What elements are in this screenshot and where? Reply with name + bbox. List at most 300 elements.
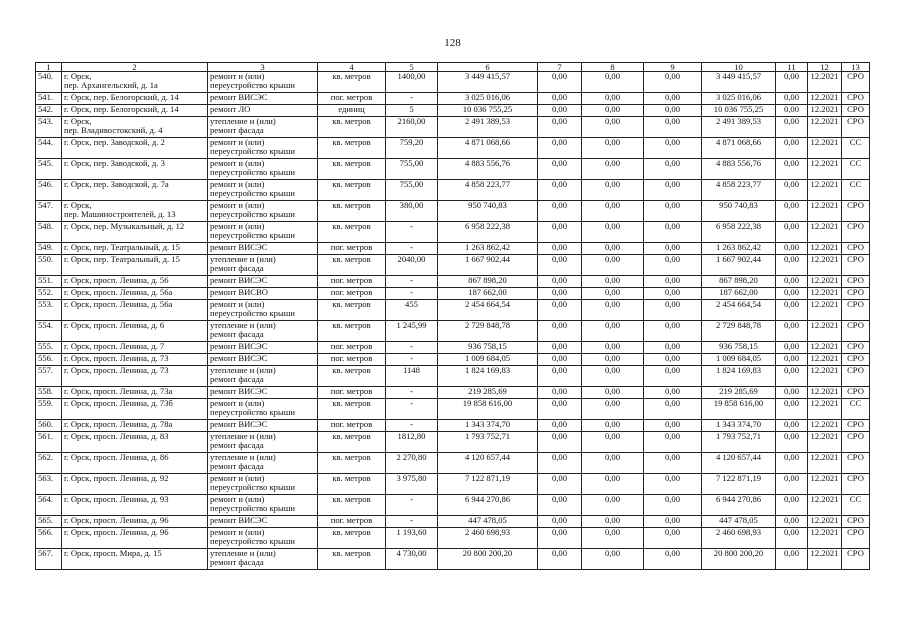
work-type-cell-line: ремонт ЛО [210,104,251,114]
total-cost-cell: 936 758,15 [438,342,538,354]
col9-cell: 0,00 [644,288,702,300]
table-row [36,243,870,255]
col9-cell: 0,00 [644,516,702,528]
address-cell [62,288,208,300]
unit-cell: кв. метров [318,495,386,516]
col10-cell: 1 343 374,70 [702,420,776,432]
col10-cell: 187 662,00 [702,288,776,300]
col11-cell: 0,00 [776,321,808,342]
work-type-cell-line: ремонт и (или) [210,494,265,504]
work-type-cell-line: ремонт фасада [210,374,264,384]
col7-cell: 0,00 [538,222,582,243]
address-cell-line: г. Орск, пер. Белогорский, д. 14 [64,104,179,114]
total-cost-cell: 20 800 200,20 [438,549,538,570]
table-row [36,516,870,528]
col10-cell: 6 944 270,86 [702,495,776,516]
address-cell [62,255,208,276]
unit-cell: кв. метров [318,300,386,321]
table-body [36,72,870,570]
col7-cell: 0,00 [538,288,582,300]
col8-cell: 0,00 [582,159,644,180]
row-index: 565. [36,516,62,528]
col9-cell: 0,00 [644,495,702,516]
work-type-cell [208,432,318,453]
col8-cell: 0,00 [582,255,644,276]
table-row [36,420,870,432]
total-cost-cell: 447 478,05 [438,516,538,528]
work-type-cell-line: переустройство крыши [210,209,295,219]
row-index: 562. [36,453,62,474]
work-type-cell [208,105,318,117]
type-cell: СРО [842,474,870,495]
col10-cell: 4 858 223,77 [702,180,776,201]
unit-cell: кв. метров [318,432,386,453]
work-type-cell-line: переустройство крыши [210,80,295,90]
col10-cell: 20 800 200,20 [702,549,776,570]
quantity-cell: - [386,399,438,420]
col7-cell: 0,00 [538,399,582,420]
total-cost-cell: 3 025 016,06 [438,93,538,105]
col9-cell: 0,00 [644,420,702,432]
work-type-cell [208,528,318,549]
unit-cell: кв. метров [318,201,386,222]
unit-cell: пог. метров [318,243,386,255]
work-type-cell-line: переустройство крыши [210,536,295,546]
total-cost-cell: 4 883 556,76 [438,159,538,180]
col10-cell: 1 824 169,83 [702,366,776,387]
unit-cell: пог. метров [318,420,386,432]
table-row [36,105,870,117]
unit-cell: пог. метров [318,93,386,105]
type-cell: СРО [842,354,870,366]
date-cell: 12.2021 [808,420,842,432]
total-cost-cell: 6 958 222,38 [438,222,538,243]
work-type-cell-line: ремонт фасада [210,461,264,471]
total-cost-cell: 4 120 657,44 [438,453,538,474]
col10-cell: 1 009 684,05 [702,354,776,366]
address-cell [62,342,208,354]
col7-cell: 0,00 [538,201,582,222]
col7-cell: 0,00 [538,300,582,321]
row-index: 548. [36,222,62,243]
col9-cell: 0,00 [644,117,702,138]
col7-cell: 0,00 [538,72,582,93]
type-cell: СРО [842,387,870,399]
col11-cell: 0,00 [776,159,808,180]
total-cost-cell: 3 449 415,57 [438,72,538,93]
col9-cell: 0,00 [644,159,702,180]
col7-cell: 0,00 [538,549,582,570]
unit-cell: пог. метров [318,387,386,399]
col10-cell: 219 285,69 [702,387,776,399]
col10-cell: 936 758,15 [702,342,776,354]
col7-cell: 0,00 [538,255,582,276]
work-type-cell-line: ремонт и (или) [210,299,265,309]
col8-cell: 0,00 [582,276,644,288]
address-cell [62,366,208,387]
col10-cell: 1 793 752,71 [702,432,776,453]
quantity-cell: - [386,342,438,354]
address-cell-line: г. Орск, пер. Белогорский, д. 14 [64,92,179,102]
row-index: 566. [36,528,62,549]
date-cell: 12.2021 [808,117,842,138]
address-cell-line: г. Орск, просп. Ленина, д. 73 [64,353,169,363]
work-type-cell [208,321,318,342]
col11-cell: 0,00 [776,366,808,387]
work-type-cell-line: ремонт ВИСЭС [210,341,268,351]
col9-cell: 0,00 [644,138,702,159]
date-cell: 12.2021 [808,321,842,342]
work-type-cell-line: ремонт и (или) [210,221,265,231]
unit-cell: кв. метров [318,453,386,474]
table-row [36,72,870,93]
col9-cell: 0,00 [644,105,702,117]
address-cell [62,138,208,159]
address-cell-line: г. Орск, просп. Ленина, д. 78а [64,419,173,429]
type-cell: СРО [842,300,870,321]
date-cell: 12.2021 [808,72,842,93]
col7-cell: 0,00 [538,387,582,399]
col11-cell: 0,00 [776,255,808,276]
col8-cell: 0,00 [582,528,644,549]
table-row [36,474,870,495]
column-number-7: 7 [538,63,582,72]
col11-cell: 0,00 [776,105,808,117]
address-cell-line: г. Орск, просп. Ленина, д. 56а [64,299,173,309]
work-type-cell [208,117,318,138]
col9-cell: 0,00 [644,222,702,243]
col7-cell: 0,00 [538,528,582,549]
address-cell-line: пер. Владивостокский, д. 4 [64,125,163,135]
address-cell [62,243,208,255]
col10-cell: 447 478,05 [702,516,776,528]
address-cell-line: г. Орск, просп. Ленина, д. 92 [64,473,169,483]
date-cell: 12.2021 [808,222,842,243]
address-cell-line: г. Орск, просп. Мира, д. 15 [64,548,162,558]
total-cost-cell: 19 858 616,00 [438,399,538,420]
date-cell: 12.2021 [808,105,842,117]
type-cell: СРО [842,366,870,387]
column-number-1: 1 [36,63,62,72]
col8-cell: 0,00 [582,432,644,453]
address-cell [62,432,208,453]
date-cell: 12.2021 [808,180,842,201]
work-type-cell [208,474,318,495]
col8-cell: 0,00 [582,72,644,93]
col7-cell: 0,00 [538,243,582,255]
date-cell: 12.2021 [808,387,842,399]
col11-cell: 0,00 [776,93,808,105]
work-type-cell-line: ремонт ВИСЭС [210,515,268,525]
quantity-cell: 3 975,80 [386,474,438,495]
col7-cell: 0,00 [538,159,582,180]
work-type-cell-line: ремонт ВИСЭС [210,386,268,396]
col7-cell: 0,00 [538,138,582,159]
col9-cell: 0,00 [644,243,702,255]
column-number-6: 6 [438,63,538,72]
type-cell: СС [842,138,870,159]
row-index: 557. [36,366,62,387]
date-cell: 12.2021 [808,354,842,366]
work-type-cell [208,387,318,399]
work-type-cell-line: ремонт и (или) [210,527,265,537]
address-cell [62,474,208,495]
col8-cell: 0,00 [582,549,644,570]
work-type-cell-line: утепление и (или) [210,320,276,330]
type-cell: СРО [842,516,870,528]
col11-cell: 0,00 [776,180,808,201]
unit-cell: кв. метров [318,399,386,420]
work-type-cell-line: ремонт и (или) [210,200,265,210]
col9-cell: 0,00 [644,453,702,474]
type-cell: СС [842,399,870,420]
work-type-cell [208,420,318,432]
col11-cell: 0,00 [776,399,808,420]
total-cost-cell: 4 858 223,77 [438,180,538,201]
col9-cell: 0,00 [644,549,702,570]
col7-cell: 0,00 [538,180,582,201]
total-cost-cell: 4 871 068,66 [438,138,538,159]
unit-cell: кв. метров [318,255,386,276]
address-cell [62,549,208,570]
col7-cell: 0,00 [538,495,582,516]
quantity-cell: 4 730,00 [386,549,438,570]
col8-cell: 0,00 [582,243,644,255]
col8-cell: 0,00 [582,288,644,300]
address-cell [62,354,208,366]
total-cost-cell: 1 009 684,05 [438,354,538,366]
address-cell-line: г. Орск, просп. Ленина, д. 93 [64,494,169,504]
col10-cell: 3 025 016,06 [702,93,776,105]
quantity-cell: 759,20 [386,138,438,159]
work-type-cell [208,276,318,288]
date-cell: 12.2021 [808,495,842,516]
total-cost-cell: 1 343 374,70 [438,420,538,432]
col7-cell: 0,00 [538,366,582,387]
quantity-cell: 755,00 [386,159,438,180]
work-type-cell-line: ремонт ВИСВО [210,287,268,297]
work-type-cell-line: ремонт фасада [210,440,264,450]
column-number-2: 2 [62,63,208,72]
col8-cell: 0,00 [582,300,644,321]
col10-cell: 10 036 755,25 [702,105,776,117]
work-type-cell [208,180,318,201]
col9-cell: 0,00 [644,72,702,93]
address-cell-line: г. Орск, просп. Ленина, д. 7 [64,341,165,351]
row-index: 541. [36,93,62,105]
address-cell-line: г. Орск, пер. Заводской, д. 2 [64,137,165,147]
work-type-cell [208,516,318,528]
type-cell: СРО [842,528,870,549]
quantity-cell: - [386,222,438,243]
row-index: 553. [36,300,62,321]
quantity-cell: 1148 [386,366,438,387]
col8-cell: 0,00 [582,354,644,366]
row-index: 550. [36,255,62,276]
row-index: 542. [36,105,62,117]
col11-cell: 0,00 [776,549,808,570]
date-cell: 12.2021 [808,255,842,276]
row-index: 543. [36,117,62,138]
col11-cell: 0,00 [776,276,808,288]
address-cell-line: пер. Архангельский, д. 1а [64,80,158,90]
total-cost-cell: 1 824 169,83 [438,366,538,387]
column-number-8: 8 [582,63,644,72]
table-row [36,354,870,366]
col8-cell: 0,00 [582,105,644,117]
date-cell: 12.2021 [808,432,842,453]
quantity-cell: 2 270,80 [386,453,438,474]
quantity-cell: - [386,516,438,528]
address-cell [62,300,208,321]
col8-cell: 0,00 [582,453,644,474]
address-cell-line: г. Орск, [64,200,92,210]
column-number-5: 5 [386,63,438,72]
work-type-cell-line: ремонт ВИСЭС [210,242,268,252]
quantity-cell: 380,00 [386,201,438,222]
col8-cell: 0,00 [582,366,644,387]
date-cell: 12.2021 [808,516,842,528]
col11-cell: 0,00 [776,300,808,321]
col7-cell: 0,00 [538,321,582,342]
address-cell [62,453,208,474]
work-type-cell [208,93,318,105]
quantity-cell: - [386,387,438,399]
work-type-cell [208,342,318,354]
col7-cell: 0,00 [538,117,582,138]
row-index: 540. [36,72,62,93]
unit-cell: кв. метров [318,180,386,201]
row-index: 560. [36,420,62,432]
row-index: 556. [36,354,62,366]
table-row [36,255,870,276]
address-cell [62,420,208,432]
work-type-cell [208,300,318,321]
address-cell [62,201,208,222]
work-type-cell-line: ремонт ВИСЭС [210,419,268,429]
total-cost-cell: 1 263 862,42 [438,243,538,255]
table-row [36,495,870,516]
table-row [36,321,870,342]
column-number-4: 4 [318,63,386,72]
quantity-cell: 1400,00 [386,72,438,93]
quantity-cell: - [386,288,438,300]
address-cell [62,72,208,93]
work-type-cell [208,72,318,93]
col9-cell: 0,00 [644,321,702,342]
date-cell: 12.2021 [808,300,842,321]
table-row [36,276,870,288]
total-cost-cell: 10 036 755,25 [438,105,538,117]
col8-cell: 0,00 [582,321,644,342]
address-cell-line: г. Орск, пер. Музыкальный, д. 12 [64,221,185,231]
total-cost-cell: 2 460 698,93 [438,528,538,549]
date-cell: 12.2021 [808,366,842,387]
work-type-cell [208,549,318,570]
date-cell: 12.2021 [808,342,842,354]
work-type-cell-line: ремонт и (или) [210,473,265,483]
date-cell: 12.2021 [808,528,842,549]
col7-cell: 0,00 [538,420,582,432]
table-row [36,387,870,399]
type-cell: СРО [842,255,870,276]
date-cell: 12.2021 [808,93,842,105]
table-row [36,117,870,138]
col11-cell: 0,00 [776,495,808,516]
address-cell [62,222,208,243]
col8-cell: 0,00 [582,387,644,399]
column-number-3: 3 [208,63,318,72]
col10-cell: 4 871 068,66 [702,138,776,159]
col7-cell: 0,00 [538,354,582,366]
col9-cell: 0,00 [644,201,702,222]
col11-cell: 0,00 [776,420,808,432]
work-type-cell-line: ремонт фасада [210,263,264,273]
col8-cell: 0,00 [582,201,644,222]
work-type-cell-line: утепление и (или) [210,548,276,558]
col7-cell: 0,00 [538,276,582,288]
work-type-cell-line: переустройство крыши [210,146,295,156]
address-cell-line: г. Орск, просп. Ленина, д. 73б [64,398,173,408]
quantity-cell: 1 193,60 [386,528,438,549]
total-cost-cell: 187 662,00 [438,288,538,300]
col7-cell: 0,00 [538,453,582,474]
address-cell [62,528,208,549]
address-cell [62,516,208,528]
type-cell: СРО [842,276,870,288]
work-type-cell [208,495,318,516]
work-type-cell [208,222,318,243]
col10-cell: 6 958 222,38 [702,222,776,243]
quantity-cell: 5 [386,105,438,117]
date-cell: 12.2021 [808,474,842,495]
col10-cell: 3 449 415,57 [702,72,776,93]
col8-cell: 0,00 [582,342,644,354]
type-cell: СРО [842,117,870,138]
quantity-cell: 1812,80 [386,432,438,453]
work-type-cell-line: переустройство крыши [210,503,295,513]
col10-cell: 1 263 862,42 [702,243,776,255]
type-cell: СРО [842,222,870,243]
col10-cell: 1 667 902,44 [702,255,776,276]
row-index: 567. [36,549,62,570]
work-type-cell-line: ремонт и (или) [210,179,265,189]
col11-cell: 0,00 [776,138,808,159]
type-cell: СРО [842,105,870,117]
address-cell [62,387,208,399]
type-cell: СРО [842,321,870,342]
quantity-cell: 2160,00 [386,117,438,138]
col11-cell: 0,00 [776,354,808,366]
type-cell: СРО [842,453,870,474]
work-type-cell-line: переустройство крыши [210,407,295,417]
column-number-9: 9 [644,63,702,72]
col9-cell: 0,00 [644,432,702,453]
col9-cell: 0,00 [644,528,702,549]
row-index: 544. [36,138,62,159]
work-type-cell-line: ремонт и (или) [210,137,265,147]
total-cost-cell: 2 491 389,53 [438,117,538,138]
col10-cell: 4 120 657,44 [702,453,776,474]
col9-cell: 0,00 [644,366,702,387]
unit-cell: кв. метров [318,474,386,495]
work-type-cell-line: утепление и (или) [210,452,276,462]
col10-cell: 7 122 871,19 [702,474,776,495]
address-cell-line: г. Орск, просп. Ленина, д. 73 [64,365,169,375]
total-cost-cell: 1 793 752,71 [438,432,538,453]
unit-cell: кв. метров [318,528,386,549]
col8-cell: 0,00 [582,399,644,420]
